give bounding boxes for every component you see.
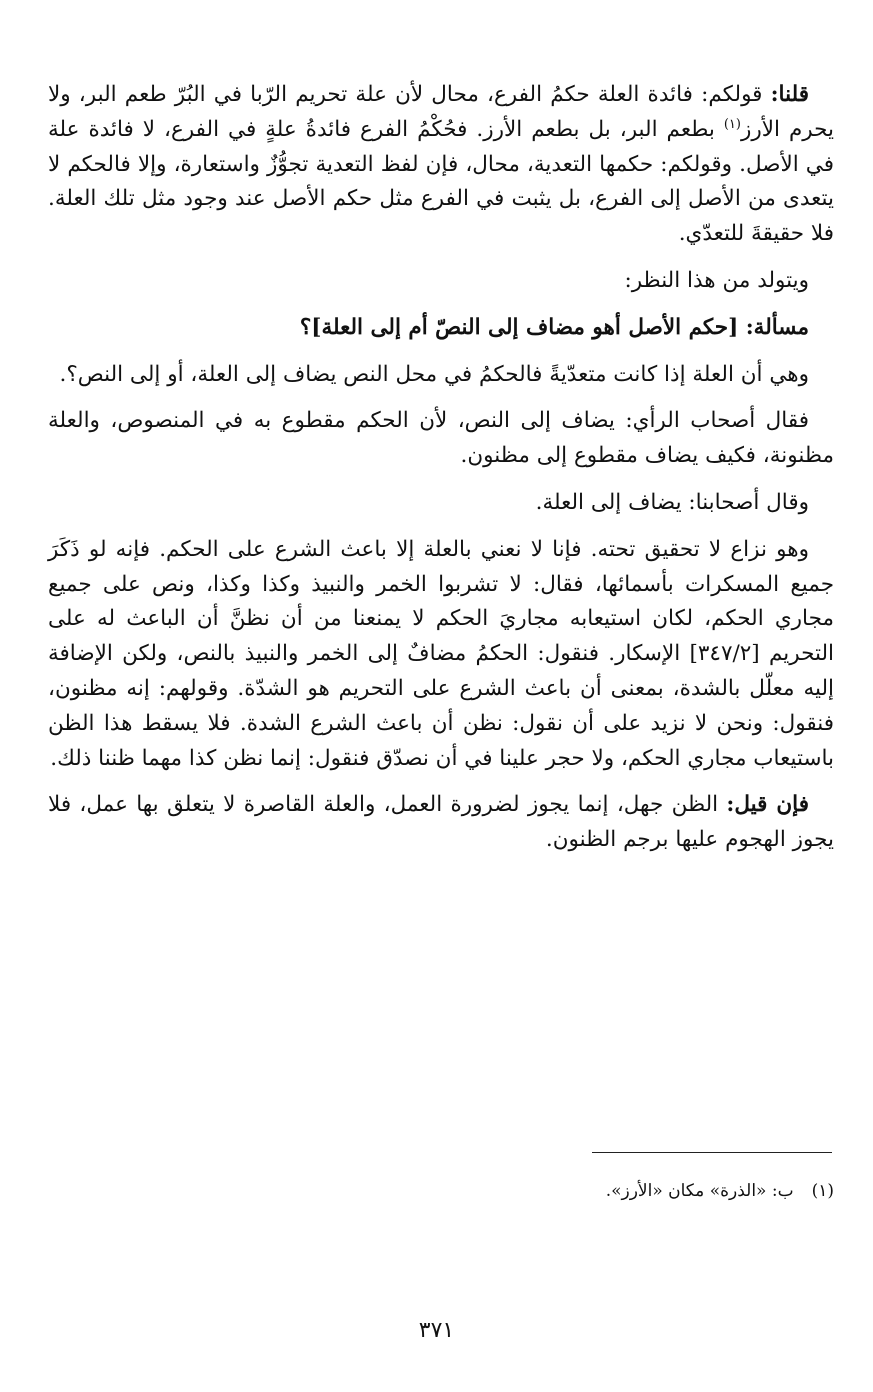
footnote-divider [592, 1152, 832, 1153]
footnote-text: ب: «الذرة» مكان «الأرز». [605, 1181, 794, 1201]
paragraph-2: ويتولد من هذا النظر: [624, 267, 809, 293]
paragraph-lead: فإن قيل: [726, 792, 809, 818]
paragraph-text: قولكم: فائدة العلة حكمُ الفرع، محال لأن علة تحريم الرّبا في البُرّ طعم البر، ولا يحرم الأرز [48, 82, 835, 142]
paragraph-4: وهي أن العلة إذا كانت متعدّيةً فالحكمُ في محل النص يضاف إلى العلة، أو إلى النص؟. [59, 361, 809, 387]
paragraph-1 [48, 78, 834, 252]
paragraph-6: وقال أصحابنا: يضاف إلى العلة. [535, 489, 809, 515]
paragraph-lead: قلنا: [770, 82, 809, 107]
paragraph-text: بطعم البر، بل بطعم الأرز. فحُكْمُ الفرع فائدةُ علةٍ في الفرع، لا فائدة علة في الأصل. وقولكم: حكمها التعدية، محال، فإن لفظ التعدية تجوُّزٌ واستعارة، وإلا فالحكم لا يتعدى من الأصل إلى الفرع، بل يثبت في الفرع مثل حكم الأصل عند وجود مثل تلك العلة. فلا حقيقةَ للتعدّي. [48, 116, 834, 247]
heading-text: [حكم الأصل أهو مضاف إلى النصّ أم إلى العلة]؟ [299, 314, 746, 340]
footnote-number: (١) [811, 1181, 834, 1201]
paragraph-8 [48, 788, 834, 858]
paragraph-7: وهو نزاع لا تحقيق تحته. فإنا لا نعني بالعلة إلا باعث الشرع على الحكم. فإنه لو ذَكَرَ جميع المسكرات بأسمائها، فقال: لا تشربوا الخمر والنبيذ وكذا وكذا، ونص على جميع مجاري الحكم، لكان استيعابه مجاريَ الحكم لا يمنعنا من أن نظنَّ أن الباعث له على التحريم [٣٤٧/٢] الإسكار. فنقول: الحكمُ مضافٌ إلى الخمر والنبيذ بالنص، ولكن الإضافة إليه معلّل بالشدة، بمعنى أن باعث الشرع على التحريم هو الشدّة. وقولهم: إنه مظنون، فنقول: ونحن لا نزيد على أن نقول: نظن أن باعث الشرع الشدة. فلا يسقط هذا الظن باستيعاب مجاري الحكم، ولا حجر علينا في أن نصدّق فنقول: إنما نظن كذا مهما ظننا ذلك. [48, 536, 835, 771]
paragraph-5: فقال أصحاب الرأي: يضاف إلى النص، لأن الحكم مقطوع به في المنصوص، والعلة مظنونة، فكيف يضاف مقطوع إلى مظنون. [48, 408, 834, 469]
footnote [48, 1178, 834, 1204]
page-number: ٣٧١ [418, 1318, 455, 1343]
paragraph-text: الظن جهل، إنما يجوز لضرورة العمل، والعلة القاصرة لا يتعلق بها عمل، فلا يجوز الهجوم عليها برجم الظنون. [48, 792, 834, 853]
section-heading [48, 311, 834, 346]
main-text [48, 78, 834, 858]
footnote-reference[interactable]: (١) [723, 116, 741, 132]
heading-lead: مسألة: [745, 314, 809, 340]
